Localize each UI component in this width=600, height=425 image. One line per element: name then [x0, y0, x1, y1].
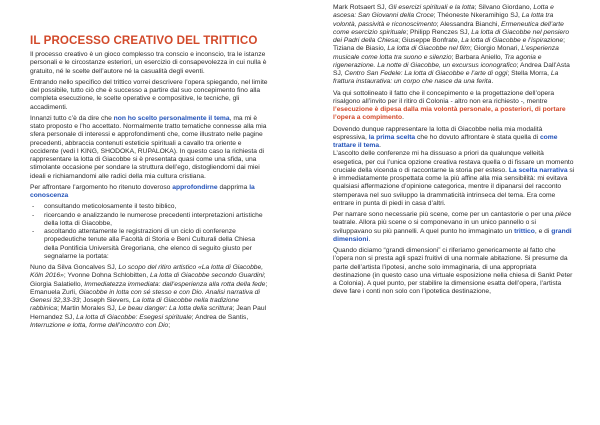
highlight-esecuzione: l’esecuzione è dipesa dalla mia volontà personale, a posteriori, di portare l’opera a compimento — [333, 106, 566, 122]
text-run: Va qui sottolineato il fatto che il concepimento e la progettazione dell’opera risalgono all’invito per il ritiro di Colonia - altro non era richiesto -, mentre — [333, 89, 555, 105]
ref-title: Lotta e ascesa: San Giovanni della Croce — [333, 4, 554, 20]
highlight-approfondirne: approfondirne — [172, 183, 218, 191]
highlight-conoscenza: la conoscenza — [30, 183, 255, 199]
highlight-grandi-dimensioni: grandi dimensioni — [333, 227, 572, 243]
text-piece: pièce — [555, 211, 572, 218]
text-run: . — [402, 114, 404, 122]
ref-text: ; Giorgia Salatiello, — [30, 272, 266, 288]
ref-text: ; Alessandra Bianchi, — [436, 20, 502, 28]
ref-title: Giacobbe in lotta con sé stesso e con Dio. Analisi narrativa di Genesi 32,33-33 — [30, 288, 260, 304]
ref-title: Le beau danger: La lotta della scrittura — [118, 305, 233, 313]
ref-text: ; Barbara Aniello, — [451, 53, 505, 61]
text-run: si è immediatamente prospettata come la più affine alla mia sensibilità: mi evitava qualsiasi affermazione d’opinione categorica, mentre il dipanarsi del racconto stemperava nel suo sviluppo la drammaticità intrinseca del tema. Era come entrare in punta di piedi in casa d’altri. — [333, 166, 575, 207]
ref-text: ; Silvano Giordano, — [474, 4, 534, 11]
ref-title: Gli esercizi spirituali e la lotta — [388, 4, 475, 11]
ref-text: ; Giuseppe Bonfrate, — [398, 37, 462, 44]
highlight-tema: non ho scelto personalmente il tema — [113, 114, 230, 122]
paragraph-esecuzione — [333, 90, 575, 123]
ref-text: ; Philipp Renczes SJ, — [406, 28, 472, 36]
list-item: - consultando meticolosamente il testo biblico, — [44, 203, 269, 211]
ref-text: ; Andrea de Santis, — [191, 313, 249, 321]
ref-title: L’esperienza musicale come lotta tra suono e silenzio — [333, 45, 559, 61]
ref-text: ; Stella Morra, — [507, 70, 551, 77]
ref-title: Immediatezza immediata: dall’esperienza alla rotta della fede — [84, 280, 266, 288]
paragraph-prima-scelta — [333, 126, 575, 209]
text-run: , ma mi è stato proposto e l’ho accettato. Normalmente tratto tematiche connesse alla mia sfera personale di interessi e approfondimenti che, come illustrato nelle pagine precedenti, abbraccia contenuti esteticie spirituali a cavallo tra oriente e occidente (vedi I KING, SHODOKA, RUPALOKA). In questo caso la richiesta di rappresentare la lotta di Giacobbe si è presentata quasi come una sfida, una stimolante occasione per sondare la struttura dell’ego, distogliendomi dai miei ideali e richiamandomi alle radici della mia cultura cristiana. — [30, 114, 267, 180]
ref-title: Lo scopo del ritiro artistico «La lotta di Giacobbe, Köln 2016» — [30, 264, 264, 280]
highlight-trittico: trittico — [514, 227, 535, 235]
text-run: . — [368, 235, 371, 243]
ref-title: Centro San Fedele: La lotta di Giacobbe e l’arte di oggi — [344, 70, 508, 77]
text-run: che ho dovuto affrontare è stata quella di — [415, 133, 540, 141]
text-run: , e di — [534, 227, 552, 235]
page-title: IL PROCESSO CREATIVO DEL TRITTICO — [30, 34, 258, 47]
ref-title: La lotta tra volontà, passività e riconoscimento — [333, 12, 554, 28]
text-run: dapprima — [217, 183, 250, 191]
ref-text: ; Théoneste Nkeramihigo SJ, — [433, 12, 522, 20]
paragraph-dimensioni: Quando diciamo “grandi dimensioni” ci riferiamo genericamente al fatto che l’opera non si presta agli spazi fruitivi di una normale abitazione. Si presume da parte dell’artista l’ipotesi, anche solo immaginaria, di una appropriata destinazione (in questo caso una virtuale esposizione nella chiesa di Sankt Peter a Colonia). A quel punto, per stabilire la dimensione esatta dell’opera, l’artista deve fare i conti non solo con l’ipotetica destinazione, — [333, 247, 573, 296]
ref-title: La frattura instaurativa: un corpo che nasce da una ferita — [333, 70, 559, 86]
method-list — [30, 203, 269, 261]
conference-list-left — [30, 264, 269, 330]
text-run: Innanzi tutto c’è da dire che — [30, 114, 114, 122]
ref-text: Mark Rotsaert SJ, — [333, 4, 389, 11]
ref-title: La lotta di Giacobbe e l’ispirazione — [461, 37, 564, 44]
ref-text: ; — [168, 321, 171, 329]
paragraph-intro: Il processo creativo è un gioco complesso tra conscio e inconscio, tra le istanze personali e le circostanze esteriori, un esercizio di consapevolezza in cui nulla è gratuito, né le scelte dell’autore né la casualità degli eventi. — [30, 51, 267, 75]
ref-text: ; Martin Morales SJ, — [57, 305, 119, 313]
left-column — [30, 34, 269, 333]
highlight-come-trattare: come trattare il tema — [333, 133, 558, 149]
ref-text: ; Joseph Sievers, — [79, 297, 133, 304]
highlight-prima-scelta: la prima scelta — [368, 133, 416, 141]
ref-text: ; Tiziana de Biasio, — [333, 37, 565, 53]
ref-title: La lotta di Giacobbe nel film — [387, 45, 470, 53]
ref-title: La lotta di Giacobbe nel pensiero dei Padri della Chiesa — [333, 28, 570, 44]
text-run: Per affrontare l’argomento ho ritenuto doveroso — [30, 183, 173, 191]
text-run: Dovendo dunque rappresentare la lotta di Giacobbe nella mia modalità espressiva, — [333, 125, 543, 141]
ref-title: Interruzione e lotta, forme dell’incontro con Dio — [30, 321, 169, 329]
ref-title: Ermeneutica dell’arte come esercizio spirituale — [333, 20, 564, 36]
ref-text: ; Yvonne Dohna Schlobitten, — [63, 272, 150, 280]
text-run: . — [379, 142, 381, 149]
paragraph-tema — [30, 115, 269, 181]
list-item: - ricercando e analizzando le numerose precedenti interpretazioni artistiche della lotta di Giacobbe, — [44, 212, 269, 229]
list-item: - ascoltando attentamente le registrazioni di un ciclo di conferenze propedeutiche tenute alla Facoltà di Storia e Beni Culturali della Chiesa della Pontificia Università Gregoriana, che elenco di seguito giusto per segnalarne la portata: — [44, 228, 269, 261]
ref-text: Nuno da Silva Goncalves SJ, — [30, 264, 119, 271]
conference-list-right — [333, 4, 575, 87]
ref-title: La lotta di Giacobbe secondo Guardini — [149, 272, 264, 280]
ref-text: ; Jean Paul Hernandez SJ, — [30, 305, 267, 321]
ref-title: La lotta di Giacobbe nella tradizione rabbinica — [30, 297, 239, 313]
paragraph-approfondire — [30, 184, 269, 201]
text-run: Per narrare sono necessarie più scene, come per un cantastorie o per una — [333, 211, 556, 218]
ref-text: ; Andrea Dall’Asta SJ, — [333, 61, 570, 77]
ref-text: . — [491, 78, 494, 86]
ref-text: ; Emanuela Zurli, — [30, 280, 268, 296]
ref-text: ; Giorgio Monari, — [469, 45, 522, 53]
text-run: teatrale. Allora più scene o si componevano in un unico pannello o si sviluppavano su più pannelli. A quel punto ho immaginato un — [333, 219, 536, 235]
highlight-scelta-narrativa: La scelta narrativa — [508, 166, 568, 174]
ref-title: La lotta di Giacobbe: Esegesi spirituale — [76, 313, 192, 321]
right-column — [333, 4, 575, 300]
paragraph-narrare — [333, 211, 575, 244]
ref-title: Tra agonia e rigenerazione. La notte di Giacobbe, un excursus iconografico — [333, 53, 542, 69]
text-run: L’ascolto delle conferenze mi ha dissuaso a priori da qualunque velleità esegetica, per cui l’unica opzione creativa restava quella o di fissare un momento cruciale della vicenda o di raccontarne la storia per esteso. — [333, 150, 574, 174]
paragraph-trittico: Entrando nello specifico del trittico vorrei descrivere l’opera spiegando, nel limite del possibile, tutto ciò che è successo a partire dal suo concepimento fino alla completa esecuzione, le scelte operative e compositive, le tecniche, gli accadimenti. — [30, 78, 268, 111]
